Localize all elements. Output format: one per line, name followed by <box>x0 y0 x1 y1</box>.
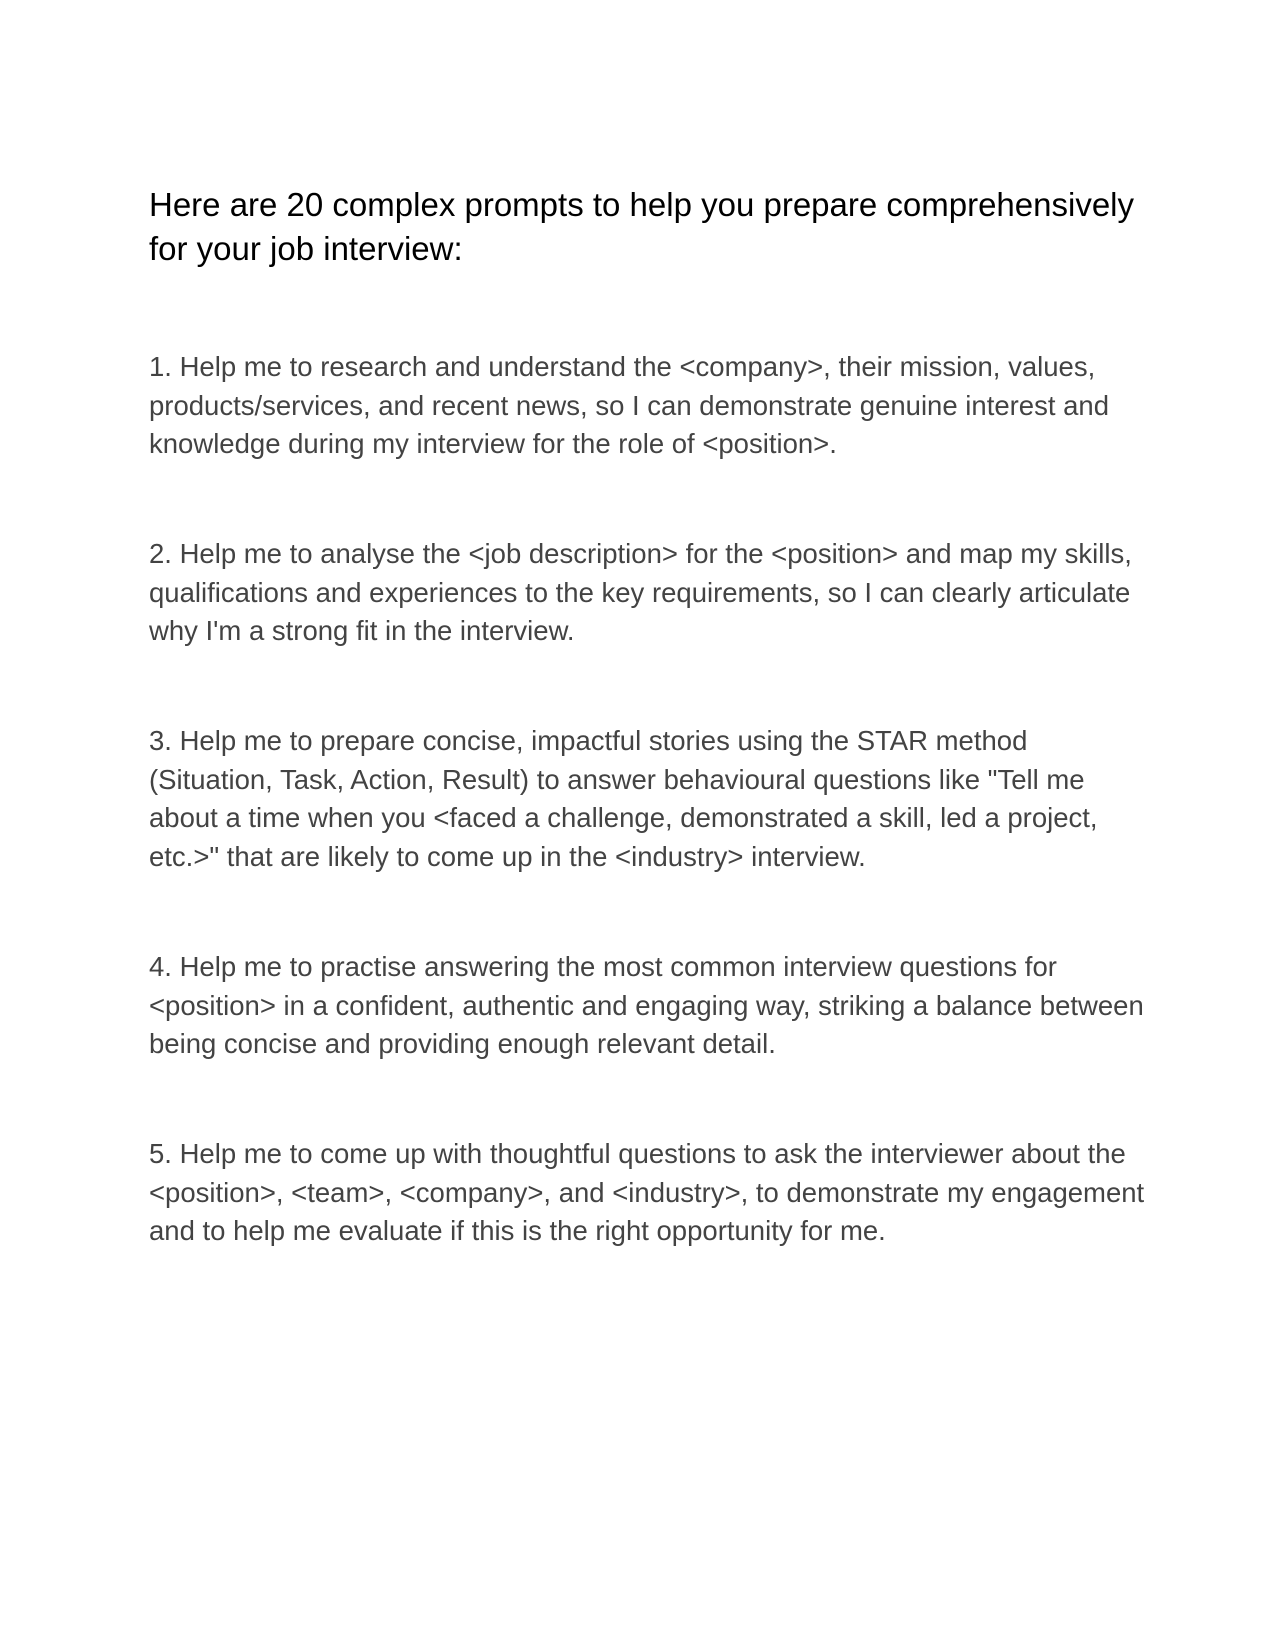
prompt-item: 3. Help me to prepare concise, impactful stories using the STAR method (Situation, Task, Action, Result) to answer behavioural questions like "Tell me about a time when you <faced a challenge, demonstrated a skill, led a project, etc.>" that are likely to come up in the <industry> interview. <box>149 725 1098 872</box>
prompt-item: 4. Help me to practise answering the most common interview questions for <position> in a confident, authentic and engaging way, striking a balance between being concise and providing enough relevant detail. <box>149 951 1144 1059</box>
prompt-item: 1. Help me to research and understand the <company>, their mission, values, products/services, and recent news, so I can demonstrate genuine interest and knowledge during my interview for the role of <position>. <box>149 351 1109 459</box>
prompt-item: 2. Help me to analyse the <job description> for the <position> and map my skills, qualifications and experiences to the key requirements, so I can clearly articulate why I'm a strong fit in the interview. <box>149 538 1132 646</box>
prompt-item: 5. Help me to come up with thoughtful questions to ask the interviewer about the <position>, <team>, <company>, and <industry>, to demonstrate my engagement and to help me evaluate if this is the right opportunity for me. <box>149 1138 1145 1246</box>
document-title: Here are 20 complex prompts to help you prepare comprehensively for your job interview: <box>149 186 1135 267</box>
